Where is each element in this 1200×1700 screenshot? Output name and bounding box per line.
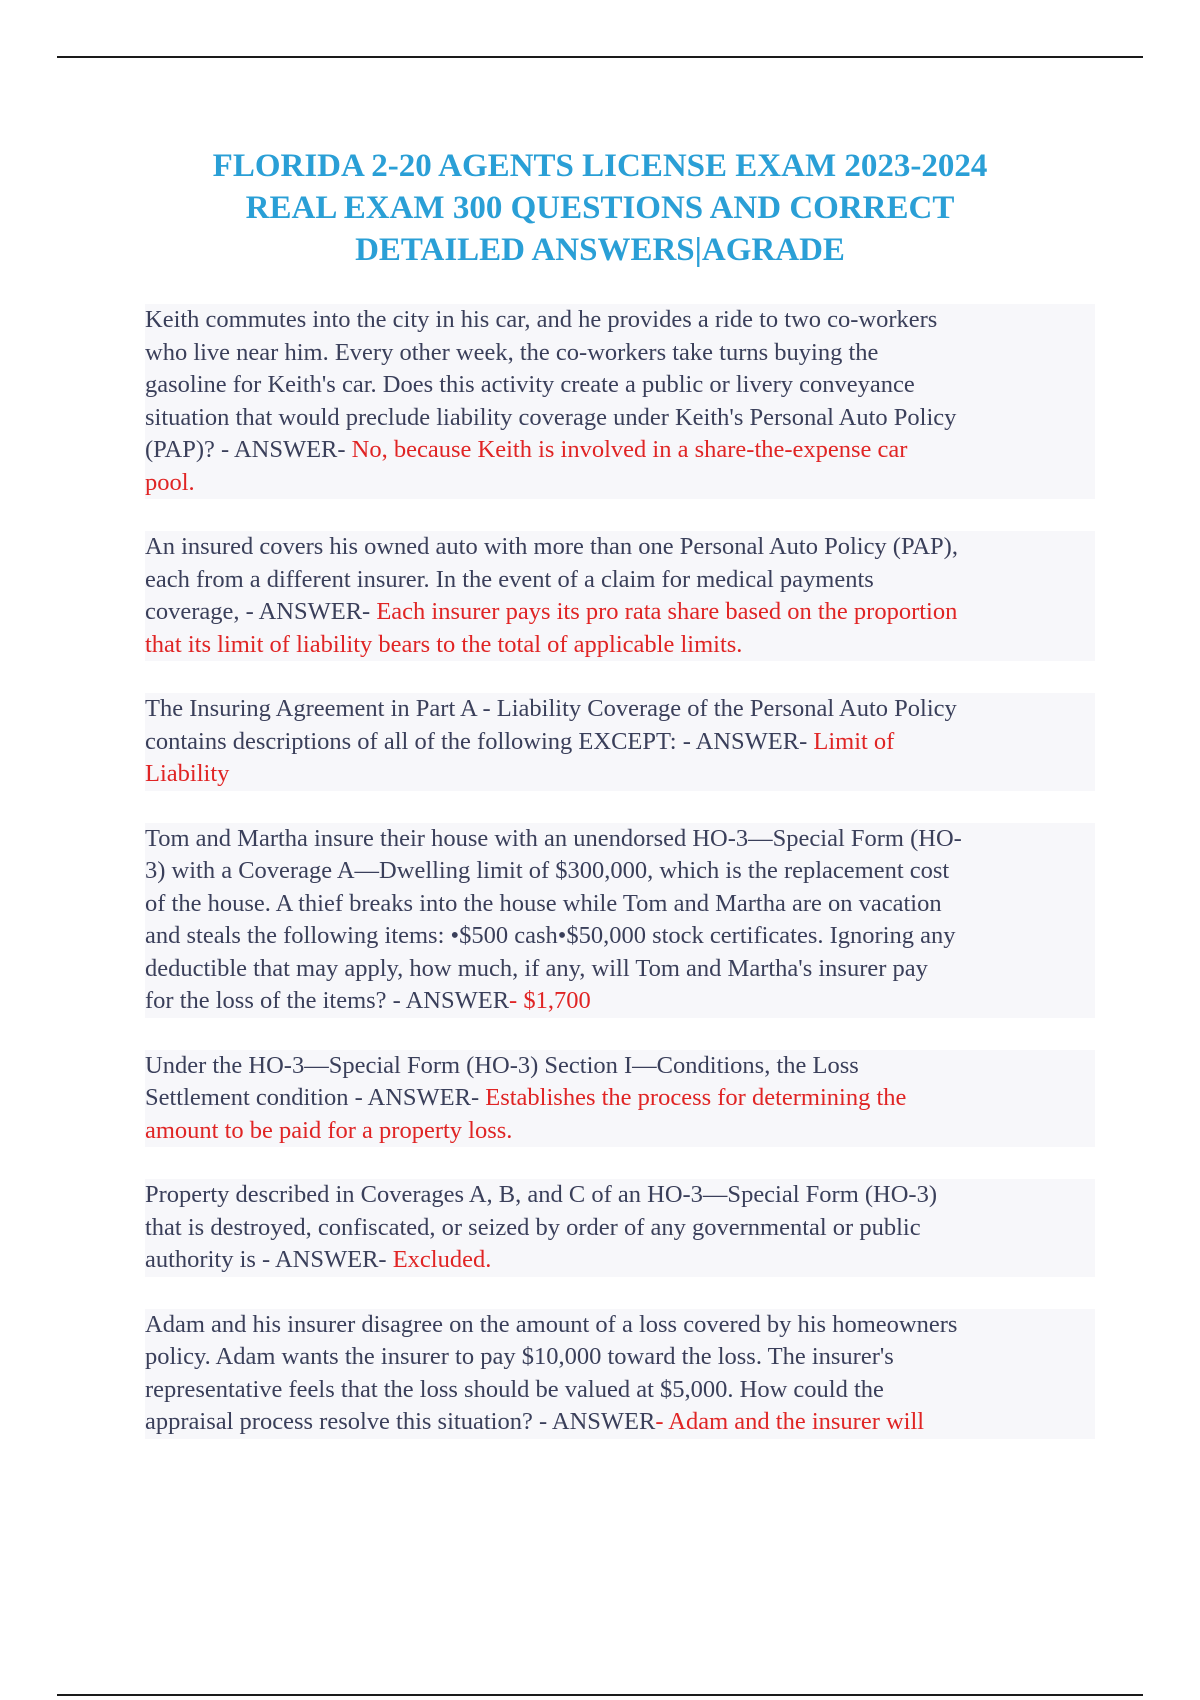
- question-line: [145, 1244, 1095, 1277]
- qa-item: [145, 1050, 1095, 1148]
- question-text: (PAP)? - ANSWER-: [145, 436, 352, 463]
- question-line: gasoline for Keith's car. Does this activity create a public or livery conveyance: [145, 371, 915, 398]
- question-line: situation that would preclude liability coverage under Keith's Personal Auto Policy: [145, 403, 957, 431]
- answer-text: Establishes the process for determining the: [485, 1084, 907, 1111]
- qa-item: [145, 531, 1095, 661]
- title-line: REAL EXAM 300 QUESTIONS AND CORRECT: [245, 190, 955, 226]
- question-line: deductible that may apply, how much, if any, will Tom and Martha's insurer pay: [145, 954, 928, 982]
- question-line: [145, 1406, 1095, 1439]
- qa-item: [145, 1309, 1095, 1439]
- question-line: Tom and Martha insure their house with an unendorsed HO-3—Special Form (HO-: [145, 824, 962, 852]
- question-text: Settlement condition - ANSWER-: [145, 1084, 486, 1111]
- qa-item: [145, 823, 1095, 1018]
- answer-text: amount to be paid for a property loss.: [145, 1116, 513, 1144]
- answer-text: Liability: [145, 760, 230, 787]
- question-line: 3) with a Coverage A—Dwelling limit of $300,000, which is the replacement cost: [145, 857, 950, 884]
- question-line: each from a different insurer. In the event of a claim for medical payments: [145, 565, 874, 593]
- answer-text: Each insurer pays its pro rata share based on the proportion: [376, 598, 958, 625]
- answer-text: Excluded.: [392, 1246, 492, 1273]
- question-line: representative feels that the loss should be valued at $5,000. How could the: [145, 1375, 884, 1403]
- title-line: DETAILED ANSWERS|AGRADE: [355, 232, 845, 268]
- question-text: contains descriptions of all of the following EXCEPT: - ANSWER-: [145, 727, 814, 755]
- qa-list: [145, 304, 1095, 1471]
- question-line: The Insuring Agreement in Part A - Liability Coverage of the Personal Auto Policy: [145, 695, 957, 722]
- question-line: An insured covers his owned auto with more than one Personal Auto Policy (PAP),: [145, 533, 958, 560]
- question-line: policy. Adam wants the insurer to pay $10,000 toward the loss. The insurer's: [145, 1343, 894, 1370]
- bottom-rule: [57, 1694, 1143, 1696]
- page-title: [100, 145, 1100, 271]
- qa-item: [145, 1179, 1095, 1277]
- question-line: [145, 985, 1095, 1018]
- question-line: that is destroyed, confiscated, or seized by order of any governmental or public: [145, 1213, 921, 1241]
- question-line: [145, 726, 1095, 759]
- answer-text: - Adam and the insurer will: [655, 1408, 925, 1435]
- question-line: [145, 434, 1095, 467]
- question-line: Adam and his insurer disagree on the amount of a loss covered by his homeowners: [145, 1310, 958, 1338]
- title-line: FLORIDA 2-20 AGENTS LICENSE EXAM 2023-2024: [212, 148, 988, 184]
- question-text: appraisal process resolve this situation? - ANSWER: [145, 1408, 656, 1435]
- question-line: and steals the following items: •$500 cash•$50,000 stock certificates. Ignoring any: [145, 922, 956, 949]
- question-line: of the house. A thief breaks into the house while Tom and Martha are on vacation: [145, 889, 942, 917]
- question-text: for the loss of the items? - ANSWER: [145, 987, 510, 1014]
- qa-item: [145, 693, 1095, 791]
- question-line: Property described in Coverages A, B, and C of an HO-3—Special Form (HO-3): [145, 1181, 938, 1208]
- question-line: Keith commutes into the city in his car, and he provides a ride to two co-workers: [145, 306, 938, 333]
- answer-text: that its limit of liability bears to the total of applicable limits.: [145, 630, 743, 658]
- top-rule: [57, 56, 1143, 58]
- question-text: coverage, - ANSWER-: [145, 598, 377, 625]
- question-line: [145, 596, 1095, 629]
- answer-text: Limit of: [813, 727, 895, 755]
- question-line: who live near him. Every other week, the co-workers take turns buying the: [145, 338, 879, 366]
- answer-text: - $1,700: [509, 987, 591, 1014]
- answer-text: No, because Keith is involved in a share-the-expense car: [351, 436, 908, 463]
- answer-text: pool.: [145, 468, 195, 496]
- question-line: [145, 1082, 1095, 1115]
- question-text: authority is - ANSWER-: [145, 1246, 393, 1273]
- question-line: Under the HO-3—Special Form (HO-3) Section I—Conditions, the Loss: [145, 1051, 859, 1079]
- qa-item: [145, 304, 1095, 499]
